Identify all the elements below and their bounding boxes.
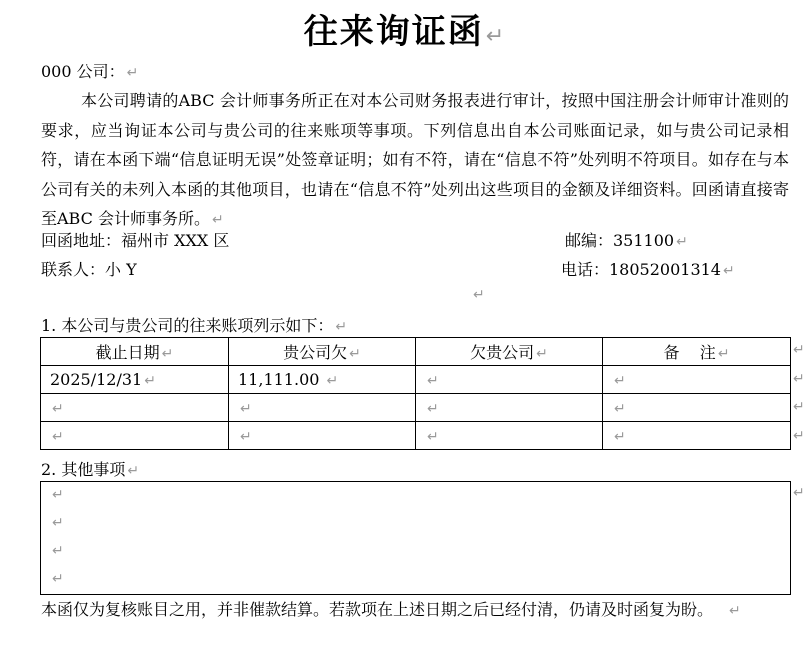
row-end-mark-icon: ↵ bbox=[793, 342, 805, 358]
table-header-row bbox=[41, 338, 791, 366]
table-cell[interactable] bbox=[41, 394, 229, 422]
contact-person-line bbox=[41, 257, 137, 280]
postcode-line bbox=[565, 228, 688, 251]
ledger-table bbox=[40, 337, 791, 450]
paragraph-mark-icon: ↵ bbox=[349, 346, 361, 362]
section1-title: 1. 本公司与贵公司的往来账项列示如下： bbox=[41, 316, 334, 335]
paragraph-mark-icon: ↵ bbox=[52, 401, 64, 417]
section2-title: 2. 其他事项 bbox=[41, 460, 126, 479]
other-matters-box[interactable] bbox=[40, 481, 791, 595]
row-end-mark-icon: ↵ bbox=[793, 371, 805, 387]
row-end-mark-icon: ↵ bbox=[793, 399, 805, 415]
paragraph-mark-icon: ↵ bbox=[52, 487, 64, 503]
column-header: 截止日期 ↵ bbox=[41, 338, 229, 366]
column-header: 贵公司欠 ↵ bbox=[229, 338, 416, 366]
row-end-mark-icon: ↵ bbox=[793, 485, 805, 501]
column-header: 备 注 ↵ bbox=[603, 338, 791, 366]
table-row bbox=[41, 366, 791, 394]
paragraph-mark-icon: ↵ bbox=[729, 603, 741, 619]
paragraph-mark-icon: ↵ bbox=[614, 401, 626, 417]
address-line bbox=[41, 228, 229, 251]
paragraph-mark-icon: ↵ bbox=[144, 373, 156, 389]
paragraph-mark-icon: ↵ bbox=[676, 234, 688, 250]
postcode: 邮编：351100 bbox=[565, 231, 675, 250]
paragraph-mark-icon: ↵ bbox=[211, 212, 224, 228]
table-cell[interactable]: 11,111.00 ↵ bbox=[229, 366, 416, 394]
footer-text: 本函仅为复核账目之用，并非催款结算。若款项在上述日期之后已经付清，仍请及时函复为盼。 bbox=[41, 600, 714, 619]
paragraph-mark-icon: ↵ bbox=[52, 515, 64, 531]
paragraph-mark-icon: ↵ bbox=[536, 346, 548, 362]
body-paragraph bbox=[41, 86, 789, 236]
paragraph-mark-icon: ↵ bbox=[326, 373, 339, 389]
table-cell[interactable] bbox=[416, 394, 603, 422]
table-cell[interactable] bbox=[229, 422, 416, 450]
table-cell[interactable] bbox=[416, 366, 603, 394]
paragraph-mark-icon: ↵ bbox=[335, 319, 348, 335]
paragraph-mark-icon: ↵ bbox=[126, 65, 139, 81]
table-row bbox=[41, 422, 791, 450]
paragraph-mark-icon: ↵ bbox=[614, 373, 626, 389]
paragraph-mark-icon: ↵ bbox=[722, 263, 735, 279]
paragraph-mark-icon: ↵ bbox=[52, 571, 64, 587]
body-text: 本公司聘请的ABC 会计师事务所正在对本公司财务报表进行审计，按照中国注册会计师审计准则的要求，应当询证本公司与贵公司的往来账项等事项。下列信息出自本公司账面记录，如与贵公司记录相符，请在本函下端“信息证明无误”处签章证明；如有不符，请在“信息不符”处列明不符项目。如存在与本公司有关的未列入本函的其他项目，也请在“信息不符”处列出这些项目的金额及详细资料。回函请直接寄至ABC 会计师事务所。 bbox=[41, 91, 789, 228]
paragraph-mark-icon: ↵ bbox=[127, 463, 140, 479]
recipient-line bbox=[41, 59, 138, 82]
footer-paragraph bbox=[41, 596, 786, 625]
paragraph-mark-icon: ↵ bbox=[473, 287, 485, 303]
table-cell[interactable] bbox=[603, 394, 791, 422]
column-header: 欠贵公司 ↵ bbox=[416, 338, 603, 366]
recipient: 000 公司： bbox=[41, 62, 125, 81]
table-cell[interactable] bbox=[603, 422, 791, 450]
paragraph-mark-icon: ↵ bbox=[485, 24, 507, 49]
empty-paragraph bbox=[471, 284, 485, 303]
paragraph-mark-icon: ↵ bbox=[717, 346, 730, 362]
return-address: 回函地址：福州市 XXX 区 bbox=[41, 231, 230, 250]
paragraph-mark-icon: ↵ bbox=[614, 429, 626, 445]
paragraph-mark-icon: ↵ bbox=[52, 543, 64, 559]
row-end-mark-icon: ↵ bbox=[793, 428, 805, 444]
contact-person: 联系人：小 Y bbox=[41, 260, 137, 279]
paragraph-mark-icon: ↵ bbox=[427, 401, 439, 417]
table-cell[interactable] bbox=[416, 422, 603, 450]
paragraph-mark-icon: ↵ bbox=[240, 401, 252, 417]
paragraph-mark-icon: ↵ bbox=[427, 429, 439, 445]
table-row bbox=[41, 394, 791, 422]
table-cell[interactable] bbox=[41, 422, 229, 450]
paragraph-mark-icon: ↵ bbox=[52, 429, 64, 445]
document-title: 往来询证函↵ bbox=[303, 12, 507, 52]
paragraph-mark-icon: ↵ bbox=[240, 429, 252, 445]
section1-heading bbox=[41, 313, 347, 336]
section2-heading bbox=[41, 457, 139, 480]
table-cell[interactable] bbox=[603, 366, 791, 394]
phone-line bbox=[561, 257, 735, 280]
phone: 电话：18052001314 bbox=[561, 260, 721, 279]
table-cell[interactable]: 2025/12/31 ↵ bbox=[41, 366, 229, 394]
paragraph-mark-icon: ↵ bbox=[161, 346, 174, 362]
table-cell[interactable] bbox=[229, 394, 416, 422]
paragraph-mark-icon: ↵ bbox=[427, 373, 439, 389]
